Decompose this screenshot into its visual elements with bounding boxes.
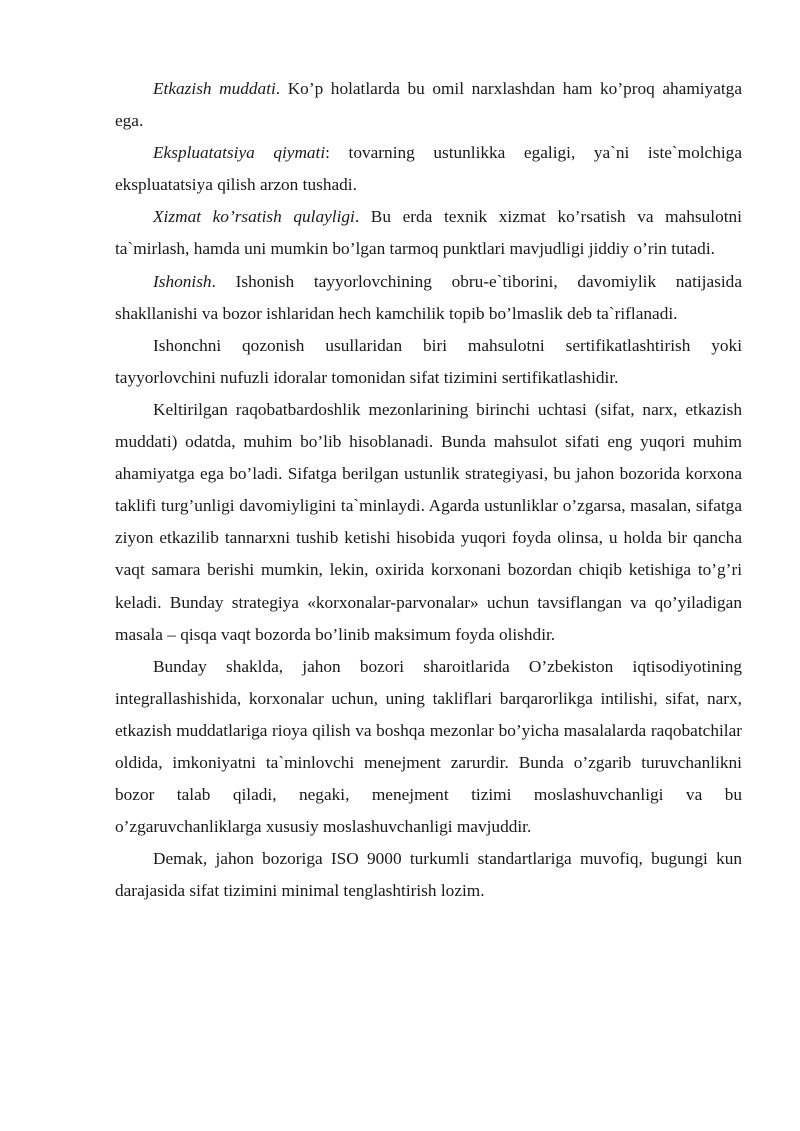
document-page (115, 73, 742, 907)
paragraph-operating-cost (115, 137, 742, 201)
term-trust: Ishonish (153, 271, 212, 291)
paragraph-delivery-time (115, 73, 742, 137)
paragraph-text: Demak, jahon bozoriga ISO 9000 turkumli standartlariga muvofiq, bugungi kun darajasida sifat tizimini minimal tenglashtirish lozim. (115, 849, 742, 901)
paragraph-text: . Ko’p holatlarda bu omil narxlashdan ham ko’proq ahamiyatga ega. (115, 79, 742, 131)
paragraph-competitiveness-criteria (115, 394, 742, 651)
term-service-convenience: Xizmat ko’rsatish qulayligi (153, 207, 355, 227)
paragraph-iso-9000 (115, 843, 742, 907)
term-delivery-time: Etkazish muddati (153, 79, 276, 98)
paragraph-text: : tovarning ustunlikka egaligi, ya`ni iste`molchiga ekspluatatsiya qilish arzon tushadi. (115, 143, 742, 195)
paragraph-trust (115, 266, 742, 330)
paragraph-text: Ishonchni qozonish usullaridan biri mahsulotni sertifikatlashtirish yoki tayyorlovchini nufuzli idoralar tomonidan sifat tizimini sertifikatlashidir. (115, 335, 742, 387)
paragraph-management-flexibility (115, 651, 742, 844)
paragraph-service-convenience (115, 201, 742, 265)
paragraph-text: Bunday shaklda, jahon bozori sharoitlarida O’zbekiston iqtisodiyotining integrallashishida, korxonalar uchun, uning takliflari barqarorlikga intilishi, sifat, narx, etkazish muddatlariga rioya qilish va boshqa mezonlar bo’yicha masalalarda raqobatchilar oldida, imkoniyatni ta`minlovchi menejment zarurdir. Bunda o’zgarib turuvchanlikni bozor talab qiladi, negaki, menejment tizimi moslashuvchanligi va bu o’zgaruvchanliklarga xususiy moslashuvchanligi mavjuddir. (115, 656, 742, 837)
paragraph-text: . Bu erda texnik xizmat ko’rsatish va mahsulotni ta`mirlash, hamda uni mumkin bo’lgan tarmoq punktlari mavjudligi jiddiy o’rin tutadi. (115, 207, 742, 259)
paragraph-text: . Ishonish tayyorlovchining obru-e`tiborini, davomiylik natijasida shakllanishi va bozor ishlaridan hech kamchilik topib bo’lmaslik deb ta`riflanadi. (115, 271, 742, 323)
paragraph-certification (115, 330, 742, 394)
paragraph-text: Keltirilgan raqobatbardoshlik mezonlarining birinchi uchtasi (sifat, narx, etkazish muddati) odatda, muhim bo’lib hisoblanadi. Bunda mahsulot sifati eng yuqori muhim ahamiyatga ega bo’ladi. Sifatga berilgan ustunlik strategiyasi, bu jahon bozorida korxona taklifi turg’unligi davomiyligini ta`minlaydi. Agarda ustunliklar o’zgarsa, masalan, sifatga ziyon etkazilib tannarxni tushib ketishi hisobida yuqori foyda olinsa, u holda bir qancha vaqt samara berishi mumkin, lekin, oxirida korxonani bozordan chiqib ketishiga to’g’ri keladi. Bunday strategiya «korxonalar-parvonalar» uchun tavsiflangan va qo’yiladigan masala – qisqa vaqt bozorda bo’linib maksimum foyda olishdir. (115, 399, 742, 644)
term-operating-cost: Ekspluatatsiya qiymati (153, 143, 326, 163)
